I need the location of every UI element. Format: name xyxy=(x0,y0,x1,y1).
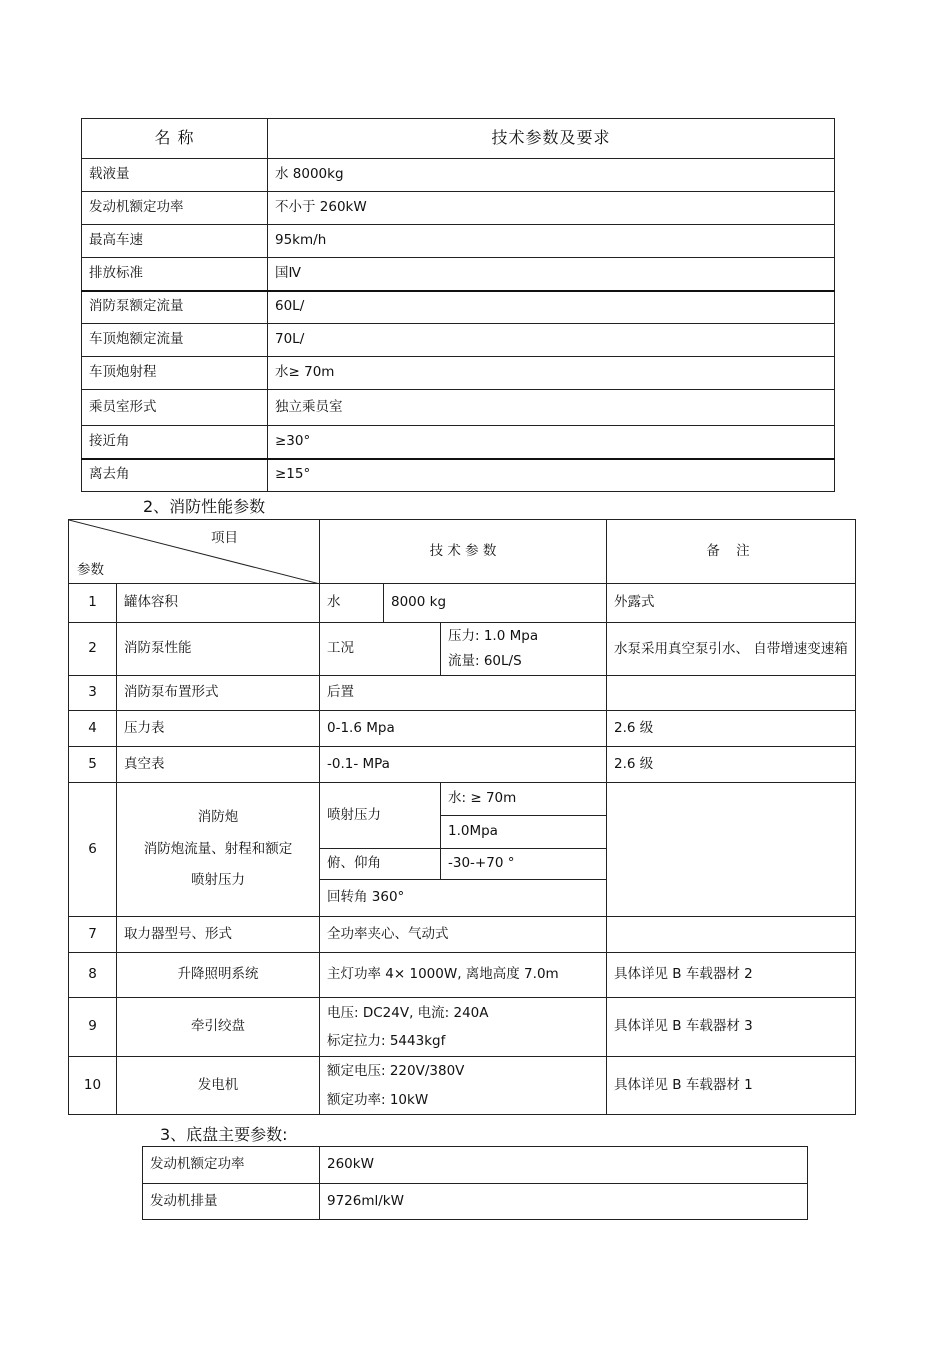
table-row xyxy=(69,1057,856,1115)
row-remark: 外露式 xyxy=(607,584,856,623)
row-value: 后置 xyxy=(320,676,607,711)
table-row xyxy=(143,1147,808,1184)
value-line: 标定拉力: 5443kgf xyxy=(327,1033,446,1049)
col-header-tech: 技术参数及要求 xyxy=(268,119,835,159)
row-value: 水 xyxy=(320,584,384,623)
range-value: 水: ≥ 70m xyxy=(441,783,607,816)
row-label: 排放标准 xyxy=(82,258,268,291)
section-2-title: 2、消防性能参数 xyxy=(143,497,266,516)
table-row xyxy=(69,584,856,623)
row-value xyxy=(320,998,607,1057)
row-label: 离去角 xyxy=(82,459,268,492)
row-label: 发动机额定功率 xyxy=(143,1147,320,1184)
row-name: 消防泵布置形式 xyxy=(117,676,320,711)
row-remark: 2.6 级 xyxy=(607,747,856,783)
rotation-value: 回转角 360° xyxy=(320,880,607,917)
table-row xyxy=(69,783,856,816)
row-no: 2 xyxy=(69,623,117,676)
table-row xyxy=(69,623,856,676)
name-line: 消防炮 xyxy=(197,808,239,825)
row-value: 国Ⅳ xyxy=(268,258,835,291)
section-3-title: 3、底盘主要参数: xyxy=(160,1125,288,1144)
table-row xyxy=(82,426,835,459)
row-remark: 水泵采用真空泵引水、 自带增速变速箱 xyxy=(607,623,856,676)
row-name: 取力器型号、形式 xyxy=(117,917,320,953)
row-value: 水 8000kg xyxy=(268,159,835,192)
row-label: 车顶炮额定流量 xyxy=(82,324,268,357)
row-no: 10 xyxy=(69,1057,117,1115)
diag-label-param: 参数 xyxy=(77,562,104,578)
table-chassis xyxy=(142,1146,808,1220)
diag-label-item: 项目 xyxy=(211,530,238,546)
row-value: 70L/ xyxy=(268,324,835,357)
row-value: 8000 kg xyxy=(384,584,607,623)
row-remark: 具体详见 B 车载器材 3 xyxy=(607,998,856,1057)
table-row xyxy=(69,953,856,998)
row-name: 消防泵性能 xyxy=(117,623,320,676)
row-value: 独立乘员室 xyxy=(268,390,835,426)
table-row xyxy=(69,917,856,953)
row-remark xyxy=(607,676,856,711)
table-row xyxy=(69,998,856,1057)
row-label: 发动机排量 xyxy=(143,1184,320,1220)
pitch-value: -30-+70 ° xyxy=(441,849,607,880)
table-row xyxy=(82,324,835,357)
row-name: 牵引绞盘 xyxy=(117,998,320,1057)
row-value: 0-1.6 Mpa xyxy=(320,711,607,747)
table-row xyxy=(82,225,835,258)
table-row xyxy=(82,390,835,426)
row-no: 1 xyxy=(69,584,117,623)
value-line: 额定功率: 10kW xyxy=(327,1091,429,1108)
value-line: 额定电压: 220V/380V xyxy=(327,1063,465,1080)
row-label: 车顶炮射程 xyxy=(82,357,268,390)
pressure-value: 1.0Mpa xyxy=(441,816,607,849)
row-no: 9 xyxy=(69,998,117,1057)
row-value: 9726ml/kW xyxy=(320,1184,808,1220)
row-value: 水≥ 70m xyxy=(268,357,835,390)
row-remark xyxy=(607,917,856,953)
row-no: 4 xyxy=(69,711,117,747)
col-header-tech: 技 术 参 数 xyxy=(320,520,607,584)
table-row xyxy=(82,159,835,192)
name-line: 喷射压力 xyxy=(191,872,245,889)
table-header-row xyxy=(82,119,835,159)
row-name: 压力表 xyxy=(117,711,320,747)
table-header-row xyxy=(69,520,856,584)
flow-value: 流量: 60L/S xyxy=(448,653,522,669)
row-value: 主灯功率 4× 1000W, 离地高度 7.0m xyxy=(320,953,607,998)
row-label: 接近角 xyxy=(82,426,268,459)
row-no: 3 xyxy=(69,676,117,711)
row-value: 95km/h xyxy=(268,225,835,258)
table-vehicle-specs xyxy=(81,118,835,492)
pitch-label: 俯、仰角 xyxy=(320,849,441,880)
table-row xyxy=(82,258,835,291)
table-fire-performance xyxy=(68,519,856,1115)
row-value: -0.1- MPa xyxy=(320,747,607,783)
row-remark xyxy=(607,783,856,917)
table-row xyxy=(143,1184,808,1220)
row-remark: 具体详见 B 车载器材 2 xyxy=(607,953,856,998)
row-name: 发电机 xyxy=(117,1057,320,1115)
table-row xyxy=(82,459,835,492)
row-value: ≥30° xyxy=(268,426,835,459)
row-no: 8 xyxy=(69,953,117,998)
row-label: 最高车速 xyxy=(82,225,268,258)
row-label: 消防泵额定流量 xyxy=(82,291,268,324)
row-value: 工况 xyxy=(320,623,441,676)
col-header-name: 名 称 xyxy=(82,119,268,159)
table-row xyxy=(82,291,835,324)
row-name: 真空表 xyxy=(117,747,320,783)
table-row xyxy=(82,192,835,225)
table-row xyxy=(82,357,835,390)
pressure-value: 压力: 1.0 Mpa xyxy=(448,628,539,645)
row-name: 升降照明系统 xyxy=(117,953,320,998)
row-name: 罐体容积 xyxy=(117,584,320,623)
row-value xyxy=(320,1057,607,1115)
row-value: 全功率夹心、气动式 xyxy=(320,917,607,953)
col-header-remark: 备 注 xyxy=(607,520,856,584)
row-no: 7 xyxy=(69,917,117,953)
row-value: ≥15° xyxy=(268,459,835,492)
table-row xyxy=(69,747,856,783)
value-line: 电压: DC24V, 电流: 240A xyxy=(327,1004,489,1021)
row-name xyxy=(117,783,320,917)
row-value: 不小于 260kW xyxy=(268,192,835,225)
row-label: 发动机额定功率 xyxy=(82,192,268,225)
row-label: 乘员室形式 xyxy=(82,390,268,426)
row-remark: 具体详见 B 车载器材 1 xyxy=(607,1057,856,1115)
diagonal-header-cell xyxy=(69,520,320,584)
row-label: 载液量 xyxy=(82,159,268,192)
row-value: 60L/ xyxy=(268,291,835,324)
table-row xyxy=(69,676,856,711)
diagonal-line xyxy=(69,520,320,584)
row-no: 6 xyxy=(69,783,117,917)
table-row xyxy=(69,711,856,747)
row-value xyxy=(441,623,607,676)
spray-pressure-label: 喷射压力 xyxy=(320,783,441,849)
row-no: 5 xyxy=(69,747,117,783)
row-value: 260kW xyxy=(320,1147,808,1184)
name-line: 消防炮流量、射程和额定 xyxy=(143,840,293,857)
row-remark: 2.6 级 xyxy=(607,711,856,747)
